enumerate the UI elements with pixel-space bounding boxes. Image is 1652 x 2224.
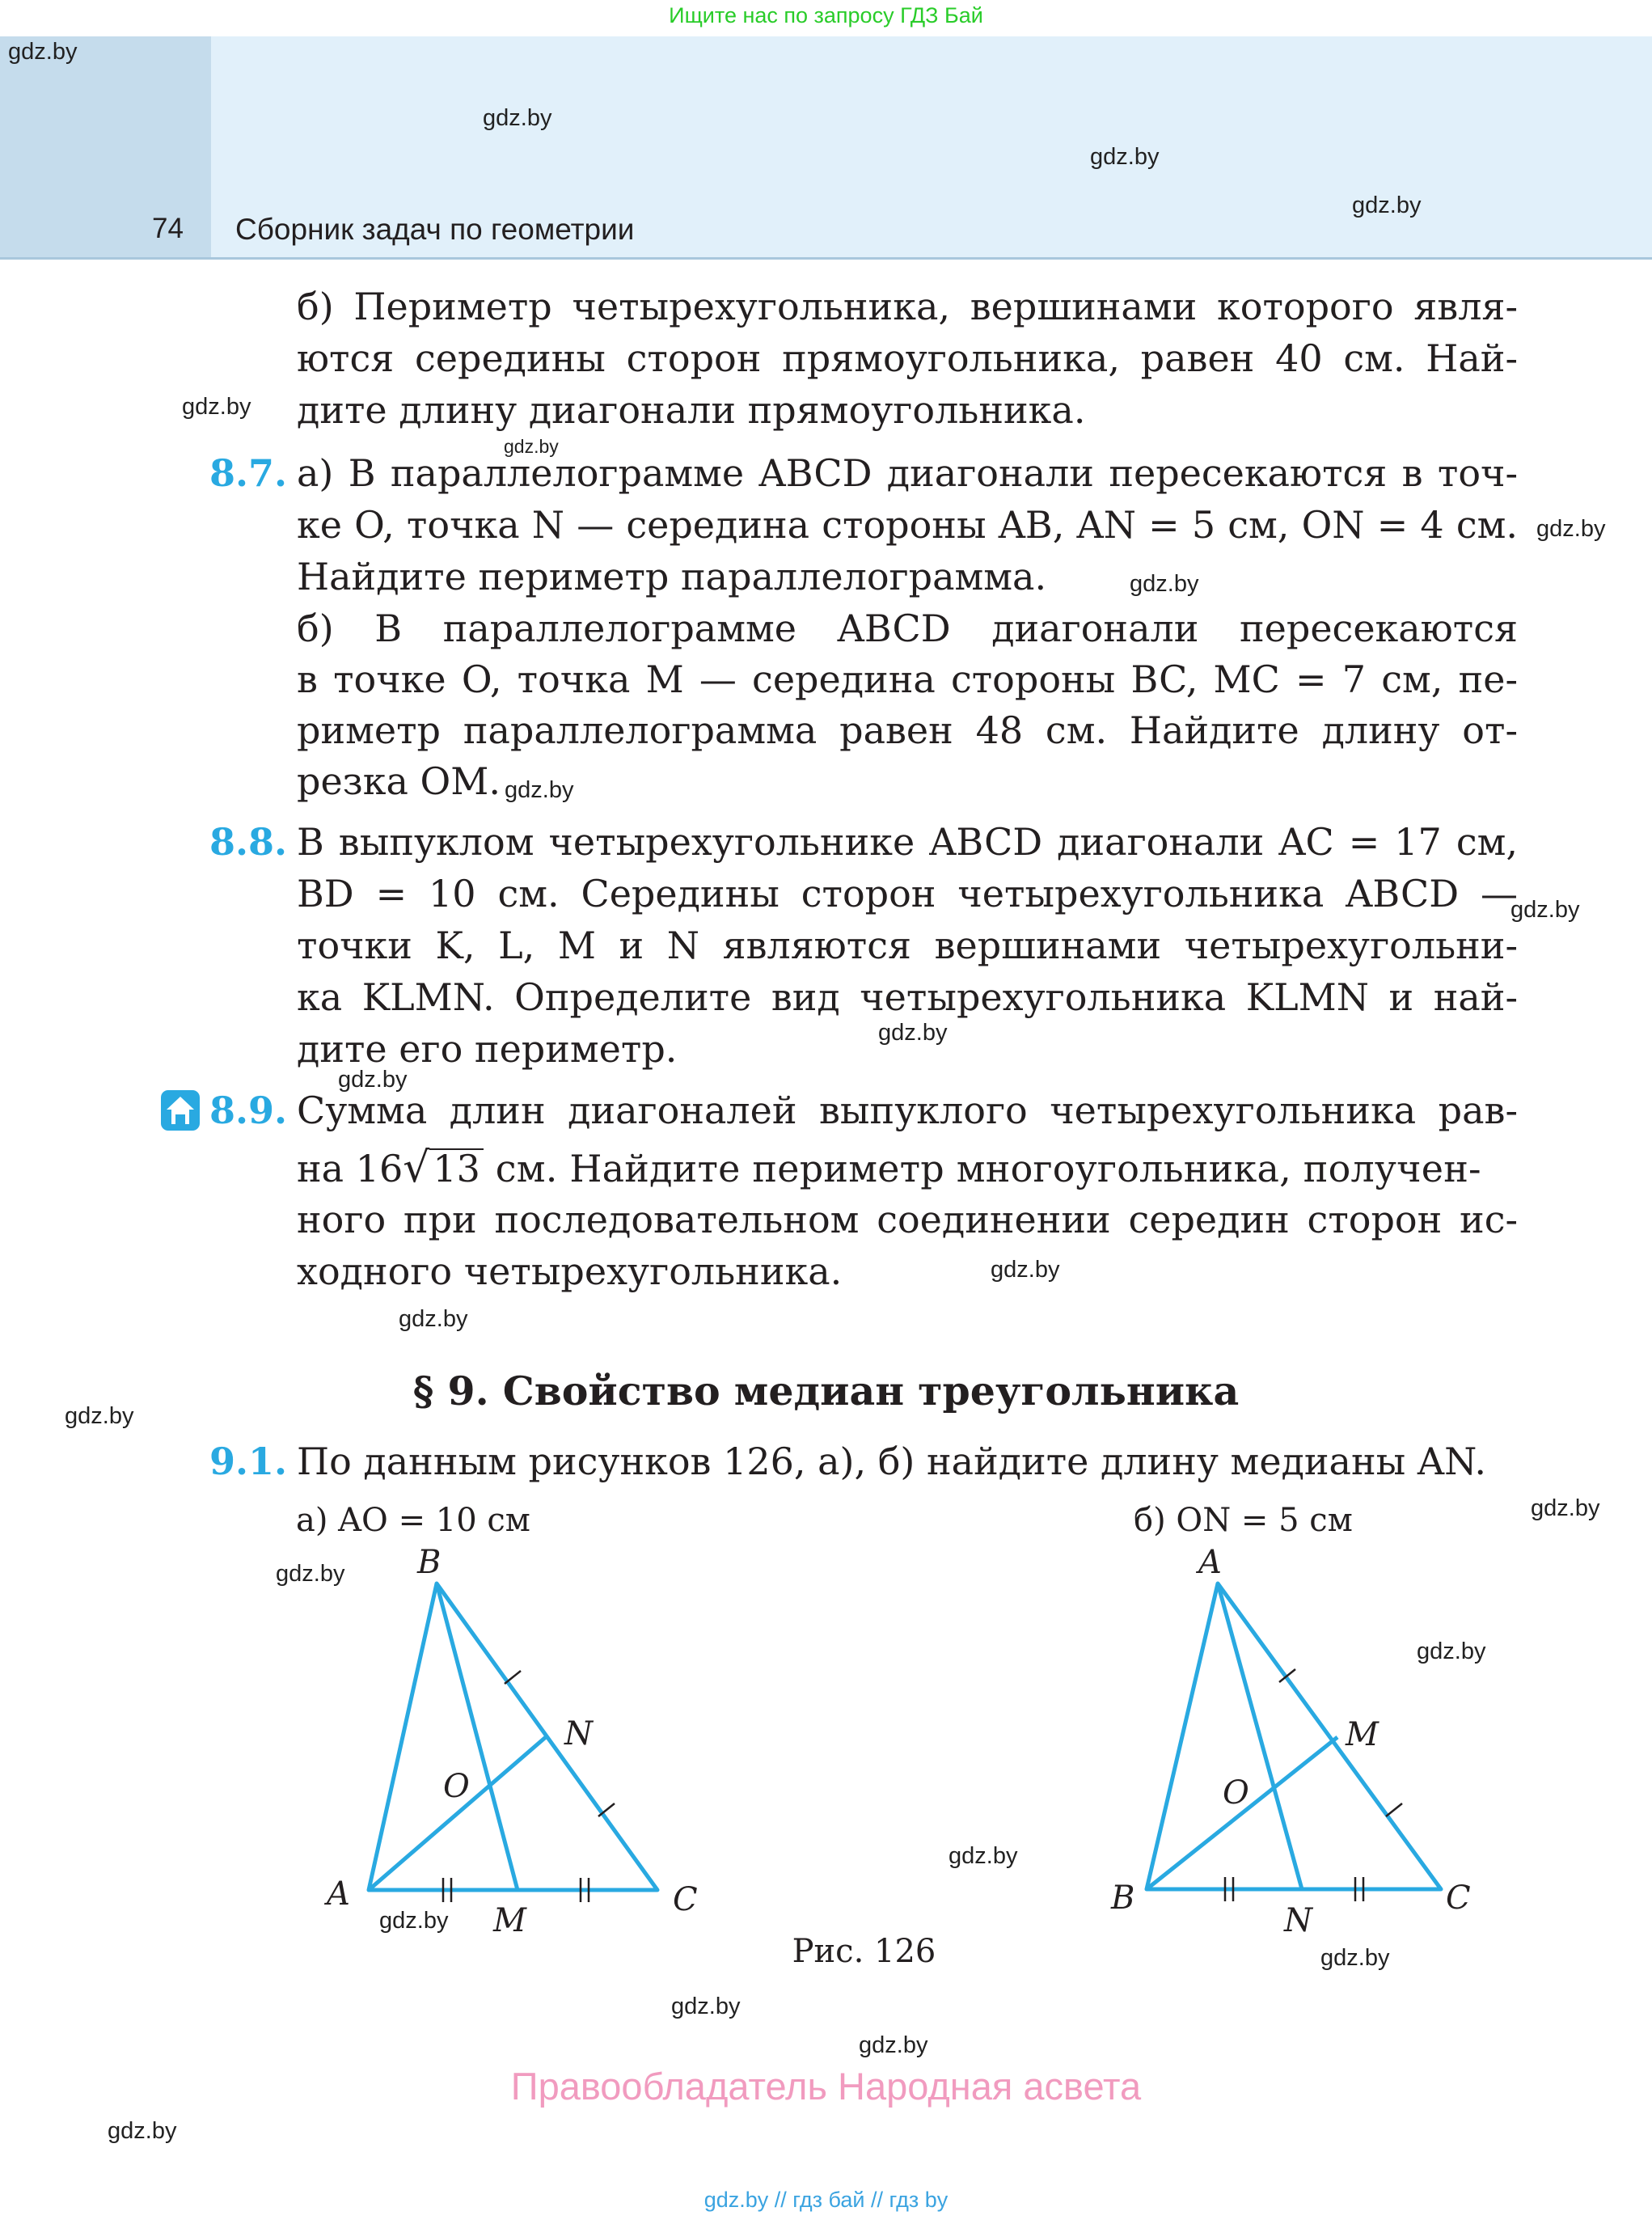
label-B: B xyxy=(417,1544,442,1581)
problem-number: 8.9. xyxy=(209,1089,288,1132)
watermark: gdz.by xyxy=(878,1020,948,1046)
problem-number: 9.1. xyxy=(209,1440,288,1483)
label-A: A xyxy=(327,1875,350,1913)
watermark: gdz.by xyxy=(483,105,552,131)
watermark: gdz.by xyxy=(1536,516,1606,542)
problem-8-9-line: ного при последовательном соединении середин сторон ис- xyxy=(297,1198,1518,1241)
problem-number: 8.8. xyxy=(209,820,288,864)
watermark: gdz.by xyxy=(1090,144,1160,170)
problem-8-9-line: на 16√13 см. Найдите периметр многоугольника, получен- xyxy=(297,1144,1481,1192)
footer-links: gdz.by // гдз бай // гдз by xyxy=(703,2188,949,2212)
book-title: Сборник задач по геометрии xyxy=(235,213,635,246)
problem-8-7a-line: ке O, точка N — середина стороны AB, AN = 5 см, ON = 4 см. xyxy=(297,503,1518,547)
watermark: gdz.by xyxy=(108,2118,177,2144)
problem-8-7b-line: в точке O, точка M — середина стороны BC, MC = 7 см, пе- xyxy=(297,657,1518,701)
problem-8-7b-line: риметр параллелограмма равен 48 см. Найдите длину от- xyxy=(297,708,1518,752)
rights-holder: Правообладатель Народная асвета xyxy=(510,2065,1142,2108)
figure-a-caption: а) AO = 10 см xyxy=(296,1502,530,1539)
watermark: gdz.by xyxy=(671,1994,741,2019)
section-title: § 9. Свойство медиан треугольника xyxy=(412,1368,1240,1414)
watermark: gdz.by xyxy=(1510,897,1580,923)
problem-8-7a-line: Найдите периметр параллелограмма. xyxy=(297,555,1047,598)
watermark: gdz.by xyxy=(1417,1638,1486,1664)
watermark: gdz.by xyxy=(338,1067,408,1093)
header-divider xyxy=(0,257,1652,260)
label-M: M xyxy=(1346,1716,1379,1753)
problem-8-7a-line: а) В параллелограмме ABCD диагонали пересекаются в точ- xyxy=(297,451,1518,495)
figure-caption: Рис. 126 xyxy=(792,1933,936,1970)
label-O: O xyxy=(443,1768,470,1805)
watermark: gdz.by xyxy=(1531,1495,1600,1521)
problem-number: 8.7. xyxy=(209,451,288,495)
label-N: N xyxy=(564,1715,593,1753)
watermark: gdz.by xyxy=(276,1561,345,1587)
label-B: B xyxy=(1111,1879,1135,1917)
sqrt-radicand: 13 xyxy=(429,1148,484,1187)
watermark: gdz.by xyxy=(8,39,78,65)
label-A: A xyxy=(1198,1544,1222,1581)
problem-8-9-pre: на 16 xyxy=(297,1147,403,1190)
watermark: gdz.by xyxy=(65,1403,134,1429)
watermark: gdz.by xyxy=(949,1843,1018,1869)
watermark: gdz.by xyxy=(505,777,574,803)
figure-b-caption: б) ON = 5 см xyxy=(1134,1502,1353,1539)
problem-8-8-line: BD = 10 см. Середины сторон четырехугольника ABCD — xyxy=(297,872,1518,915)
page-number: 74 xyxy=(152,213,184,244)
watermark: gdz.by xyxy=(504,436,559,457)
label-O: O xyxy=(1223,1774,1249,1812)
problem-8-9-post: см. Найдите периметр многоугольника, получен- xyxy=(483,1147,1481,1190)
house-icon xyxy=(160,1089,201,1131)
problem-8-6b-line: ются середины сторон прямоугольника, равен 40 см. Най- xyxy=(297,336,1518,380)
problem-8-8-line: дите его периметр. xyxy=(297,1027,678,1071)
watermark: gdz.by xyxy=(991,1257,1060,1283)
problem-8-8-line: В выпуклом четырехугольнике ABCD диагонали AC = 17 см, xyxy=(297,820,1518,864)
watermark: gdz.by xyxy=(379,1908,449,1934)
problem-8-6b-line: б) Периметр четырехугольника, вершинами которого явля- xyxy=(297,285,1518,328)
problem-8-8-line: ка KLMN. Определите вид четырехугольника KLMN и най- xyxy=(297,975,1518,1019)
label-N: N xyxy=(1284,1902,1312,1939)
problem-8-9-line: ходного четырехугольника. xyxy=(297,1249,843,1293)
label-C: C xyxy=(1446,1879,1471,1917)
watermark: gdz.by xyxy=(399,1306,468,1332)
watermark: gdz.by xyxy=(1320,1945,1390,1971)
label-M: M xyxy=(493,1902,526,1939)
watermark: gdz.by xyxy=(1352,192,1422,218)
problem-8-7b-line: резка OM. xyxy=(297,759,501,803)
problem-8-9-line: Сумма длин диагоналей выпуклого четырехугольника рав- xyxy=(297,1089,1518,1132)
problem-8-8-line: точки K, L, M и N являются вершинами четырехугольни- xyxy=(297,924,1518,967)
watermark: gdz.by xyxy=(1130,571,1199,597)
label-C: C xyxy=(673,1881,698,1918)
figure-b-triangle xyxy=(1092,1537,1512,1941)
watermark: gdz.by xyxy=(859,2032,928,2058)
problem-8-6b-line: дите длину диагонали прямоугольника. xyxy=(297,388,1086,432)
top-note: Ищите нас по запросу ГДЗ Бай xyxy=(669,3,983,27)
problem-9-1-text: По данным рисунков 126, а), б) найдите длину медианы AN. xyxy=(297,1440,1487,1483)
watermark: gdz.by xyxy=(182,394,251,420)
problem-8-7b-line: б) В параллелограмме ABCD диагонали пересекаются xyxy=(297,607,1518,650)
figure-a-triangle xyxy=(307,1537,728,1941)
